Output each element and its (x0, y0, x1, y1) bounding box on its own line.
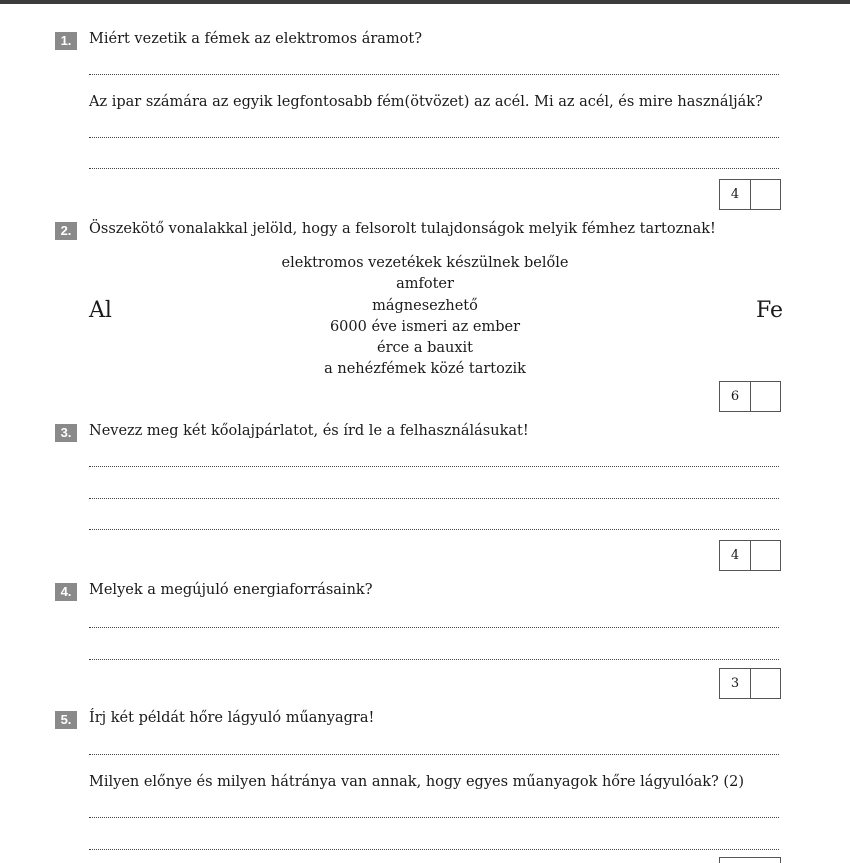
points-earned-field[interactable] (751, 180, 780, 209)
score-box-4 (719, 668, 781, 699)
question-3-text: Nevezz meg két kőolajpárlatot, és írd le a felhasználásukat! (89, 423, 529, 439)
score-box-2 (719, 381, 781, 412)
answer-line[interactable] (89, 529, 779, 530)
max-points: 3 (720, 669, 751, 698)
answer-line[interactable] (89, 754, 779, 755)
points-earned-field[interactable] (751, 541, 780, 570)
score-box-3 (719, 540, 781, 571)
max-points: 4 (720, 180, 751, 209)
answer-line[interactable] (89, 627, 779, 628)
answer-line[interactable] (89, 137, 779, 138)
question-1-text: Miért vezetik a fémek az elektromos áramot? (89, 31, 423, 47)
question-4-text: Melyek a megújuló energiaforrásaink? (89, 582, 373, 598)
question-4-number: 4. (55, 583, 77, 601)
answer-line[interactable] (89, 659, 779, 660)
property-item[interactable]: érce a bauxit (377, 340, 473, 357)
score-box-1 (719, 179, 781, 210)
question-2-number: 2. (55, 222, 77, 240)
answer-line[interactable] (89, 74, 779, 75)
question-2-text: Összekötő vonalakkal jelöld, hogy a felsorolt tulajdonságok melyik fémhez tartoznak! (89, 221, 716, 237)
answer-line[interactable] (89, 168, 779, 169)
answer-line[interactable] (89, 466, 779, 467)
top-border (0, 0, 850, 4)
question-5-text: Írj két példát hőre lágyuló műanyagra! (89, 710, 375, 726)
property-item[interactable]: amfoter (396, 276, 454, 293)
property-item[interactable]: mágnesezhető (372, 297, 478, 314)
property-item[interactable]: elektromos vezetékek készülnek belőle (281, 255, 569, 271)
property-item[interactable]: 6000 éve ismeri az ember (329, 318, 521, 335)
question-5-subtext: Milyen előnye és milyen hátránya van annak, hogy egyes műanyagok hőre lágyulóak? (2) (89, 774, 744, 790)
points-earned-field[interactable] (751, 669, 780, 698)
max-points: 4 (720, 541, 751, 570)
max-points: 6 (720, 382, 751, 411)
metal-al[interactable]: Al (89, 298, 112, 323)
points-earned-field[interactable] (751, 382, 780, 411)
property-item[interactable]: a nehézfémek közé tartozik (324, 361, 526, 378)
question-1-subtext: Az ipar számára az egyik legfontosabb fém(ötvözet) az acél. Mi az acél, és mire használják? (89, 94, 763, 110)
metal-fe[interactable]: Fe (756, 298, 784, 323)
question-3-number: 3. (55, 424, 77, 442)
answer-line[interactable] (89, 817, 779, 818)
answer-line[interactable] (89, 498, 779, 499)
question-1-number: 1. (55, 32, 77, 50)
answer-line[interactable] (89, 849, 779, 850)
score-box-5 (719, 857, 781, 863)
property-list (250, 253, 600, 381)
question-5-number: 5. (55, 711, 77, 729)
